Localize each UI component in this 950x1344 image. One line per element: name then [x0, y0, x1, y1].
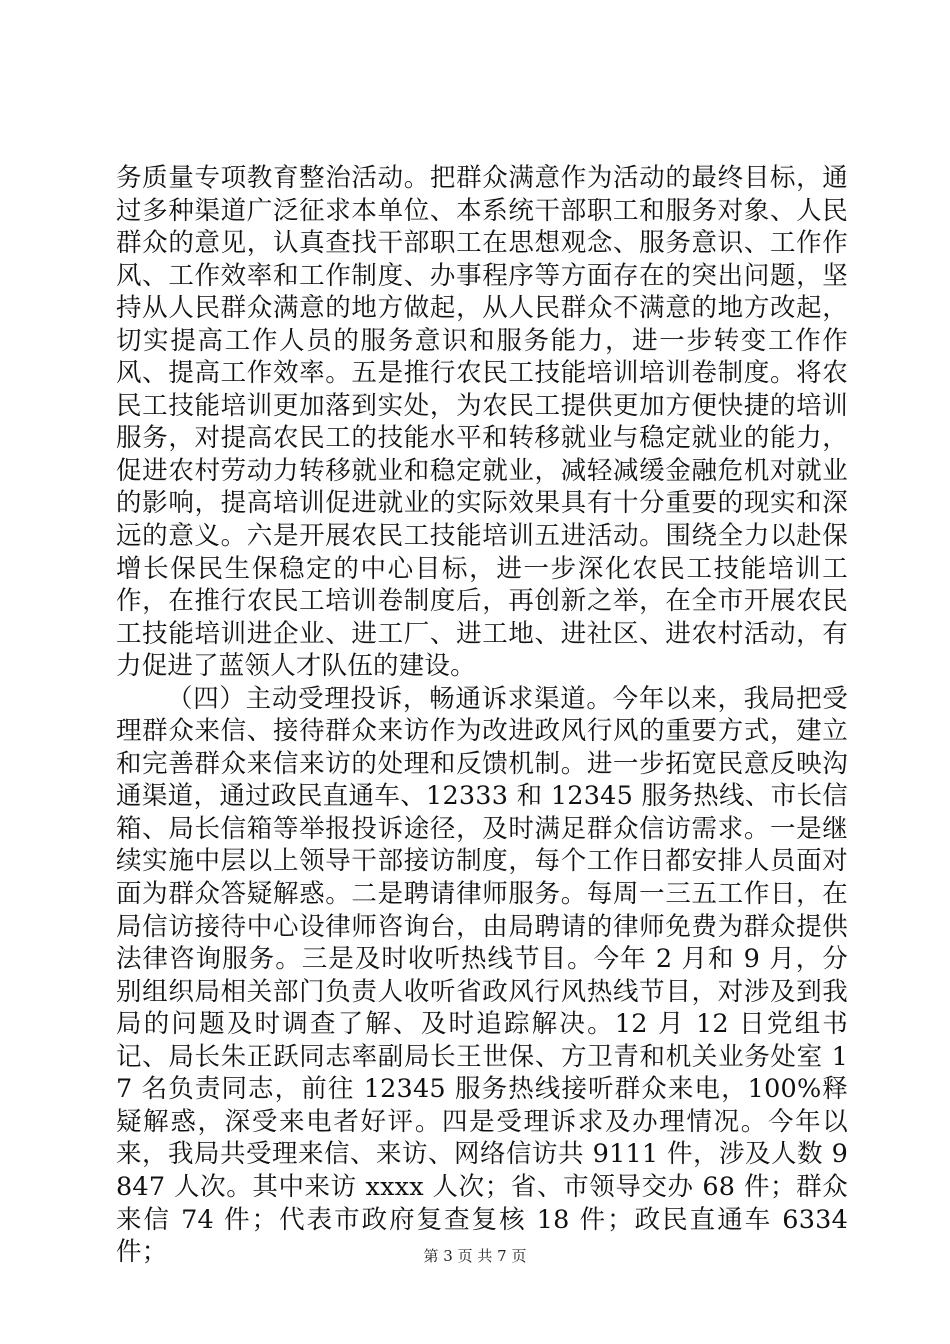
document-body — [116, 162, 848, 1269]
paragraph-complaints: （四）主动受理投诉，畅通诉求渠道。今年以来，我局把受理群众来信、接待群众来访作为改进政风行风的重要方式，建立和完善群众来信来访的处理和反馈机制。进一步拓宽民意反映沟通渠道，通过政民直通车、12333 和 12345 服务热线、市长信箱、局长信箱等举报投诉途径，及时满足群众信访需求。一是继续实施中层以上领导干部接访制度，每个工作日都安排人员面对面为群众答疑解惑。二是聘请律师服务。每周一三五工作日，在局信访接待中心设律师咨询台，由局聘请的律师免费为群众提供法律咨询服务。三是及时收听热线节目。今年 2 月和 9 月，分别组织局相关部门负责人收听省政风行风热线节目，对涉及到我局的问题及时调查了解、及时追踪解决。12 月 12 日党组书记、局长朱正跃同志率副局长王世保、方卫青和机关业务处室 17 名负责同志，前往 12345 服务热线接听群众来电，100%释疑解惑，深受来电者好评。四是受理诉求及办理情况。今年以来，我局共受理来信、来访、网络信访共 9111 件，涉及人数 9847 人次。其中来访 xxxx 人次；省、市领导交办 68 件；群众来信 74 件；代表市政府复查复核 18 件；政民直通车 6334 件； — [116, 683, 848, 1268]
page-number: 第 3 页 共 7 页 — [423, 1247, 527, 1265]
page-footer — [0, 1246, 950, 1266]
paragraph-activities: 务质量专项教育整治活动。把群众满意作为活动的最终目标，通过多种渠道广泛征求本单位、本系统干部职工和服务对象、人民群众的意见，认真查找干部职工在思想观念、服务意识、工作作风、工作效率和工作制度、办事程序等方面存在的突出问题，坚持从人民群众满意的地方做起，从人民群众不满意的地方改起，切实提高工作人员的服务意识和服务能力，进一步转变工作作风、提高工作效率。五是推行农民工技能培训培训卷制度。将农民工技能培训更加落到实处，为农民工提供更加方便快捷的培训服务，对提高农民工的技能水平和转移就业与稳定就业的能力，促进农村劳动力转移就业和稳定就业，减轻减缓金融危机对就业的影响，提高培训促进就业的实际效果具有十分重要的现实和深远的意义。六是开展农民工技能培训五进活动。围绕全力以赴保增长保民生保稳定的中心目标，进一步深化农民工技能培训工作，在推行农民工培训卷制度后，再创新之举，在全市开展农民工技能培训进企业、进工厂、进工地、进社区、进农村活动，有力促进了蓝领人才队伍的建设。 — [116, 163, 848, 682]
